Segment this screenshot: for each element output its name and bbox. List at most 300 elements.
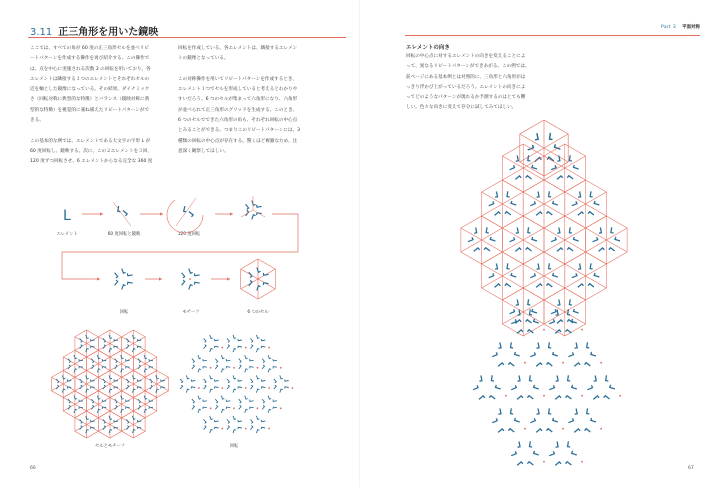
- element-glyph: [261, 346, 265, 348]
- rotation-arc: [167, 200, 203, 233]
- flow-arrowhead: [97, 277, 100, 280]
- element-glyph: [566, 462, 572, 465]
- element-glyph: [495, 264, 498, 270]
- element-glyph: [532, 165, 537, 169]
- element-glyph: [250, 379, 252, 383]
- element-glyph: [549, 385, 554, 389]
- element-glyph: [262, 405, 264, 409]
- element-glyph: [479, 376, 482, 382]
- cell-divider-line: [502, 240, 523, 252]
- element-glyph: [238, 346, 242, 348]
- element-glyph: [536, 363, 542, 367]
- element-glyph: [191, 387, 195, 389]
- element-glyph: [86, 375, 89, 379]
- element-glyph: [547, 157, 554, 161]
- element-glyph: [274, 379, 276, 383]
- body-line: ってどのようなパターンが現れるか予測するのはとても難: [406, 95, 526, 101]
- element-glyph: [557, 156, 560, 162]
- element-glyph: [132, 430, 135, 434]
- element-glyph: [226, 400, 230, 402]
- element-glyph: [210, 335, 213, 339]
- element-glyph: [566, 396, 572, 399]
- body-line: 60 度回転し、鏡映する。次に、この２エレメントを３回、: [30, 148, 153, 154]
- element-glyph: [585, 363, 591, 366]
- element-glyph: [215, 346, 219, 348]
- element-glyph: [86, 389, 89, 393]
- element-glyph: [547, 429, 553, 432]
- element-glyph: [97, 409, 100, 413]
- element-glyph: [239, 359, 241, 363]
- element-glyph: [132, 389, 135, 393]
- element-glyph: [245, 355, 248, 359]
- cell-divider-line: [482, 276, 503, 288]
- caption-element: エレメント: [56, 232, 78, 237]
- element-glyph: [574, 429, 580, 433]
- element-glyph: [510, 237, 515, 241]
- element-glyph: [245, 369, 248, 373]
- element-glyph: [182, 273, 185, 278]
- element-glyph: [515, 248, 521, 252]
- element-glyph: [239, 405, 241, 409]
- element-glyph: [91, 399, 93, 403]
- cell-divider-line: [523, 240, 544, 252]
- element-glyph: [74, 369, 77, 373]
- element-glyph: [609, 248, 615, 251]
- element-glyph: [572, 385, 577, 389]
- element-glyph: [474, 248, 480, 252]
- body-line: さ（回転対称に典型的な特徴）とバランス（鏡映対称に典: [30, 97, 150, 103]
- element-glyph: [553, 201, 558, 205]
- element-glyph: [115, 365, 117, 369]
- cell-divider-line: [586, 264, 607, 276]
- element-glyph: [215, 427, 219, 429]
- element-glyph: [215, 339, 219, 341]
- element-glyph: [252, 215, 256, 220]
- element-glyph: [238, 379, 242, 381]
- element-glyph: [556, 442, 559, 448]
- body-line: しい。色々な向きに変えて存分に試してみてほしい。: [406, 105, 517, 111]
- cell-divider-line: [586, 228, 607, 240]
- cell-divider-line: [482, 192, 503, 204]
- element-glyph: [144, 355, 147, 359]
- element-glyph: [527, 396, 533, 399]
- element-glyph: [86, 349, 89, 353]
- caption-rotate60: 60 度回転と鏡映: [107, 232, 141, 237]
- element-glyph: [484, 248, 490, 251]
- cell-divider-line: [258, 269, 275, 279]
- element-glyph: [191, 379, 195, 381]
- element-glyph: [233, 349, 236, 353]
- cell-divider-line: [482, 228, 503, 240]
- cell-divider-line: [586, 204, 607, 216]
- element-glyph: [221, 355, 224, 359]
- element-glyph: [250, 359, 254, 361]
- rotation-center-dot: [543, 329, 545, 331]
- element-glyph: [590, 191, 593, 197]
- element-glyph: [238, 339, 242, 341]
- element-glyph: [535, 133, 538, 140]
- element-glyph: [549, 319, 554, 323]
- element-glyph: [103, 385, 105, 389]
- rotation-center-dot: [280, 367, 282, 369]
- element-glyph: [518, 442, 521, 448]
- rotation-center-dot: [562, 428, 564, 430]
- element-glyph: [250, 338, 252, 342]
- rotation-center-dot: [562, 362, 564, 364]
- element-glyph: [568, 352, 573, 356]
- element-glyph: [530, 441, 533, 447]
- element-glyph: [123, 211, 127, 216]
- element-glyph: [537, 409, 540, 415]
- element-glyph: [198, 355, 201, 359]
- element-glyph: [91, 405, 93, 409]
- element-glyph: [138, 365, 140, 369]
- element-glyph: [604, 396, 610, 399]
- cell-divider-line: [565, 240, 586, 252]
- element-glyph: [121, 369, 124, 373]
- element-glyph: [221, 369, 224, 373]
- element-glyph: [261, 420, 265, 422]
- element-glyph: [97, 396, 100, 400]
- element-glyph: [103, 338, 105, 342]
- element-glyph: [549, 191, 552, 197]
- element-glyph: [567, 176, 573, 179]
- element-glyph: [97, 369, 100, 373]
- element-glyph: [127, 273, 132, 275]
- cell-divider-line: [461, 240, 482, 252]
- element-glyph: [585, 429, 591, 432]
- cell-divider-line: [606, 228, 627, 240]
- element-glyph: [536, 284, 542, 288]
- cell-divider-line: [544, 240, 565, 252]
- element-glyph: [204, 345, 207, 349]
- element-glyph: [556, 376, 559, 382]
- element-glyph: [189, 285, 193, 290]
- body-line: 6 つのセルでできた六角形の角も、それぞれ回転の中心点: [178, 118, 298, 124]
- element-glyph: [530, 418, 535, 422]
- body-line: 意深く観察してほしい。: [178, 148, 229, 154]
- element-glyph: [498, 343, 501, 349]
- section-title: 正三角形を用いた鏡映: [58, 27, 159, 38]
- element-glyph: [274, 385, 276, 389]
- rotation-center-dot: [268, 347, 270, 349]
- flow-connector: [62, 214, 298, 279]
- element-glyph: [489, 273, 494, 277]
- cell-divider-line: [523, 276, 544, 288]
- element-glyph: [588, 212, 594, 215]
- body-line: ここでは、すべての角が 60 度の正三角形セルを並べリピ: [30, 46, 149, 51]
- element-glyph: [574, 363, 580, 367]
- element-glyph: [250, 400, 254, 402]
- element-glyph: [285, 379, 289, 381]
- element-glyph: [126, 379, 128, 383]
- element-glyph: [204, 338, 207, 342]
- element-glyph: [246, 204, 249, 209]
- element-glyph: [210, 416, 213, 420]
- element-glyph: [138, 359, 140, 363]
- element-glyph: [115, 405, 117, 409]
- element-glyph: [549, 451, 554, 455]
- rotation-center-dot: [245, 347, 247, 349]
- element-glyph: [578, 212, 584, 216]
- element-glyph: [527, 462, 533, 465]
- element-glyph: [97, 355, 100, 359]
- element-glyph: [496, 385, 501, 389]
- cell-divider-line: [523, 192, 544, 204]
- element-glyph: [261, 427, 265, 429]
- rotation-center-dot: [221, 387, 223, 389]
- element-glyph: [221, 409, 224, 413]
- flow-arrowhead: [100, 212, 103, 215]
- body-line: っきり浮かび上がっているだろう。エレメントの向きによ: [406, 84, 526, 90]
- cell-divider-line: [502, 300, 523, 312]
- cell-divider-line: [544, 192, 565, 204]
- element-glyph: [590, 263, 593, 269]
- element-glyph: [256, 335, 259, 339]
- cell-divider-line: [523, 156, 544, 168]
- element-glyph: [239, 399, 241, 403]
- element-glyph: [575, 343, 578, 349]
- element-glyph: [138, 405, 140, 409]
- element-glyph: [144, 369, 147, 373]
- rotation-center-dot: [245, 428, 247, 430]
- element-glyph: [553, 273, 558, 277]
- element-glyph: [126, 419, 128, 423]
- body-line: すいだろう。6 つのセルが集まって六角形になり、六角形: [178, 97, 298, 103]
- element-glyph: [80, 345, 83, 349]
- element-glyph: [126, 338, 128, 342]
- element-glyph: [226, 407, 230, 409]
- element-glyph: [498, 429, 504, 433]
- element-glyph: [103, 426, 105, 430]
- element-glyph: [221, 396, 224, 400]
- element-glyph: [490, 237, 495, 241]
- mirror-axis-line: [113, 202, 131, 226]
- cell-divider-line: [502, 228, 523, 240]
- element-glyph: [215, 359, 217, 363]
- element-glyph: [551, 165, 556, 169]
- element-glyph: [574, 309, 579, 313]
- element-glyph: [56, 379, 59, 383]
- element-glyph: [285, 387, 289, 389]
- element-glyph: [215, 365, 217, 369]
- element-glyph: [245, 409, 248, 413]
- cell-divider-line: [544, 300, 565, 312]
- element-glyph: [479, 396, 485, 400]
- element-glyph: [551, 237, 556, 241]
- element-glyph: [256, 389, 259, 393]
- element-glyph: [551, 309, 556, 313]
- element-glyph: [245, 396, 248, 400]
- rotation-center-dot: [198, 387, 200, 389]
- caption-rotate120: 120 度回転: [177, 232, 201, 237]
- element-glyph: [252, 201, 256, 206]
- element-glyph: [507, 263, 510, 269]
- element-glyph: [495, 212, 501, 216]
- cell-divider-line: [565, 168, 586, 180]
- element-glyph: [557, 248, 563, 252]
- element-glyph: [574, 165, 579, 169]
- element-glyph: [273, 407, 277, 409]
- element-glyph: [189, 269, 193, 274]
- element-glyph: [233, 389, 236, 393]
- element-glyph: [572, 201, 577, 205]
- rotation-center-dot: [189, 278, 191, 280]
- element-glyph: [508, 429, 514, 432]
- body-line: トの鏡像となっている。: [178, 56, 229, 62]
- element-glyph: [273, 367, 277, 369]
- element-glyph: [238, 387, 242, 389]
- element-glyph: [530, 201, 535, 205]
- element-glyph: [62, 389, 65, 393]
- element-glyph: [537, 264, 540, 270]
- element-glyph: [495, 192, 498, 198]
- element-glyph: [121, 355, 124, 359]
- cell-divider-line: [544, 120, 556, 127]
- cell-divider-line: [502, 264, 523, 276]
- element-glyph: [532, 237, 537, 241]
- element-glyph: [578, 192, 581, 198]
- element-glyph: [198, 396, 201, 400]
- cell-divider-line: [565, 192, 586, 204]
- element-glyph: [518, 376, 521, 382]
- element-glyph: [103, 379, 105, 383]
- element-glyph: [587, 385, 592, 389]
- element-glyph: [517, 462, 523, 466]
- element-glyph: [615, 237, 620, 241]
- element-glyph: [547, 363, 553, 366]
- rotation-center-dot: [524, 428, 526, 430]
- element-glyph: [56, 385, 59, 389]
- element-glyph: [516, 228, 519, 234]
- element-glyph: [150, 385, 152, 389]
- element-glyph: [215, 405, 217, 409]
- element-glyph: [569, 155, 572, 161]
- element-glyph: [549, 263, 552, 269]
- element-glyph: [507, 191, 510, 197]
- element-glyph: [530, 352, 535, 356]
- element-glyph: [528, 299, 531, 305]
- element-glyph: [80, 379, 83, 383]
- element-glyph: [194, 273, 199, 275]
- element-glyph: [132, 416, 135, 420]
- element-glyph: [122, 269, 126, 274]
- element-glyph: [226, 359, 230, 361]
- element-glyph: [210, 349, 213, 353]
- cell-divider-line: [241, 269, 258, 279]
- flow-arrowhead: [227, 277, 230, 280]
- element-glyph: [80, 419, 83, 423]
- element-glyph: [215, 399, 217, 403]
- element-glyph: [553, 418, 558, 422]
- element-glyph: [557, 176, 563, 180]
- element-glyph: [555, 396, 561, 400]
- rotation-center-dot: [581, 461, 583, 463]
- element-glyph: [557, 300, 560, 306]
- element-glyph: [498, 363, 504, 367]
- cell-divider-line: [532, 169, 544, 176]
- element-glyph: [606, 375, 609, 381]
- element-glyph: [574, 237, 579, 241]
- element-glyph: [572, 451, 577, 455]
- element-glyph: [262, 359, 264, 363]
- element-glyph: [578, 264, 581, 270]
- element-glyph: [204, 426, 207, 430]
- element-glyph: [132, 375, 135, 379]
- element-glyph: [593, 396, 599, 400]
- element-glyph: [239, 365, 241, 369]
- element-glyph: [526, 320, 532, 323]
- element-glyph: [557, 320, 563, 324]
- element-glyph: [510, 165, 515, 169]
- rotation-guide-line: [176, 198, 196, 226]
- rotation-center-dot: [245, 387, 247, 389]
- element-glyph: [599, 248, 605, 252]
- element-glyph: [547, 212, 553, 215]
- subheading: エレメントの向き: [406, 45, 450, 51]
- element-glyph: [74, 409, 77, 413]
- cell-divider-line: [544, 276, 565, 288]
- element-glyph: [115, 399, 117, 403]
- element-glyph: [567, 248, 573, 251]
- element-glyph: [489, 201, 494, 205]
- cell-divider-line: [482, 264, 503, 276]
- element-glyph: [210, 375, 213, 379]
- element-glyph: [527, 330, 533, 333]
- element-glyph: [611, 227, 614, 233]
- element-glyph: [198, 409, 201, 413]
- rotation-center-dot: [257, 278, 259, 280]
- element-glyph: [210, 430, 213, 434]
- element-glyph: [530, 375, 533, 381]
- element-glyph: [273, 400, 277, 402]
- element-glyph: [262, 399, 264, 403]
- body-line: って、異なるリピートパターンができあがる。この例では、: [406, 64, 530, 70]
- element-glyph: [568, 441, 571, 447]
- element-glyph: [238, 427, 242, 429]
- element-glyph: [511, 451, 516, 455]
- caption-rotation-2: 回転: [229, 444, 239, 449]
- element-glyph: [468, 237, 473, 241]
- page-number-right: 67: [688, 466, 694, 471]
- element-glyph: [109, 335, 112, 339]
- element-glyph: [257, 268, 261, 273]
- cell-divider-line: [241, 279, 258, 289]
- element-glyph: [568, 375, 571, 381]
- element-glyph: [233, 430, 236, 434]
- cell-divider-line: [523, 204, 544, 216]
- element-glyph: [80, 385, 83, 389]
- element-glyph: [594, 273, 599, 277]
- cell-divider-line: [565, 276, 586, 288]
- rotation-center-dot: [233, 367, 235, 369]
- element-glyph: [109, 430, 112, 434]
- cell-divider-line: [544, 228, 565, 240]
- element-glyph: [198, 369, 201, 373]
- element-glyph: [233, 335, 236, 339]
- element-glyph: [192, 365, 195, 369]
- element-glyph: [250, 345, 252, 349]
- element-glyph: [262, 365, 264, 369]
- element-glyph: [204, 379, 207, 383]
- body-line: エレメントは隣接する３つのエレメントとそれぞれセルの: [30, 76, 150, 82]
- element-glyph: [233, 375, 236, 379]
- element-glyph: [250, 426, 252, 430]
- rotation-center-dot: [581, 395, 583, 397]
- rotation-center-dot: [268, 428, 270, 430]
- element-glyph: [204, 419, 207, 423]
- page-number-left: 66: [30, 466, 36, 471]
